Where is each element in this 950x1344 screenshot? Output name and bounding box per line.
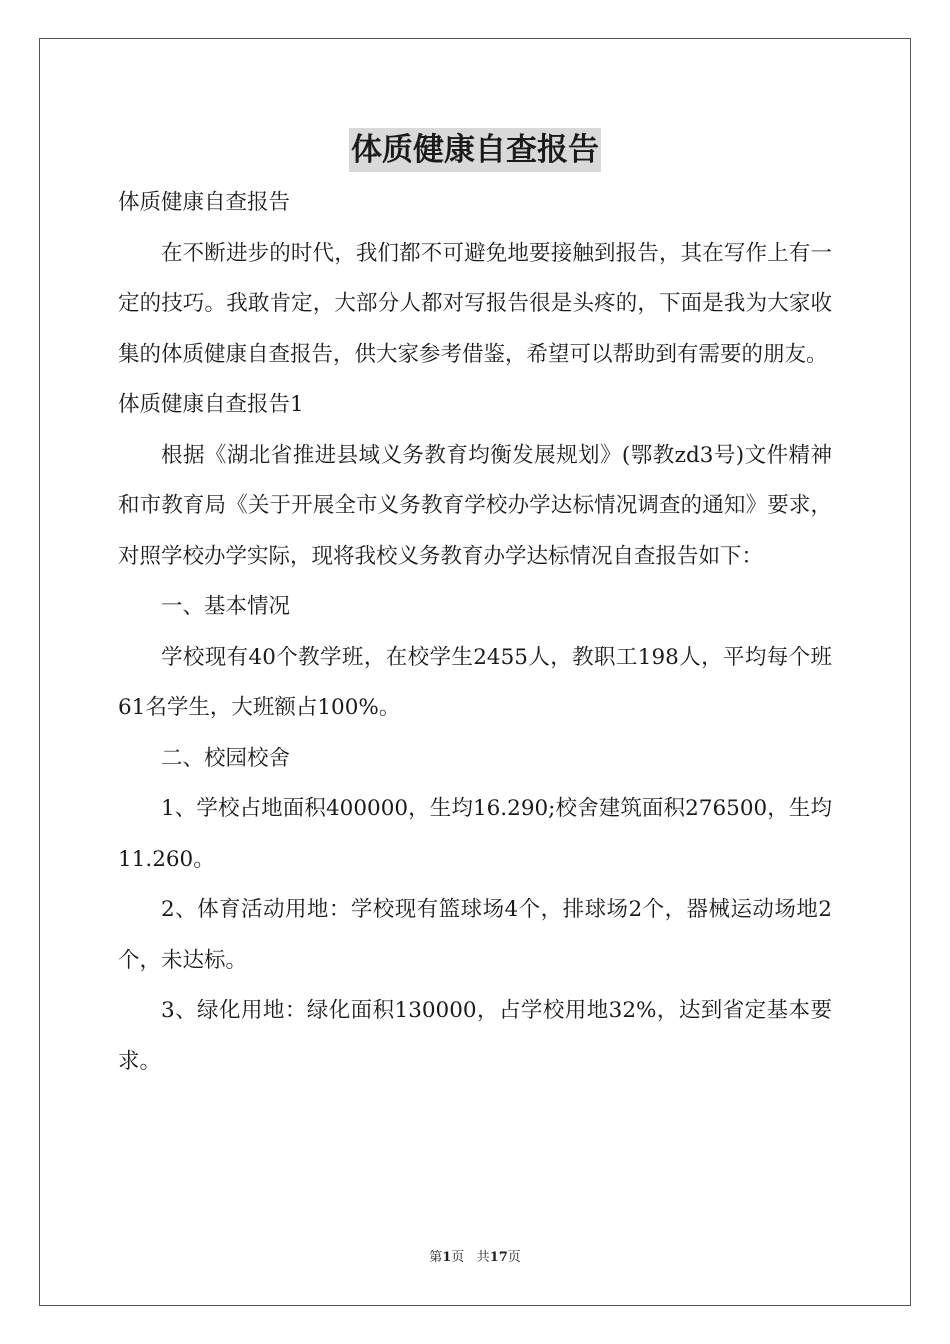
paragraph-green-area: 3、绿化用地：绿化面积130000，占学校用地32%，达到省定基本要求。 [118,998,832,1074]
paragraph-campus-area: 1、学校占地面积400000，生均16.290;校舍建筑面积276500，生均11.260。 [118,796,832,872]
section-heading-basic: 一、基本情况 [161,594,291,619]
paragraph-basis: 根据《湖北省推进县域义务教育均衡发展规划》(鄂教zd3号)文件精神和市教育局《关于开展全市义务教育学校办学达标情况调查的通知》要求，对照学校办学实际，现将我校义务教育办学达标情况自查报告如下： [118,442,832,569]
document-body [118,178,832,1087]
total-prefix: 共 [476,1250,490,1265]
page-footer [0,1246,950,1265]
page-prefix: 第 [429,1250,443,1265]
page-suffix: 页 [451,1250,465,1265]
paragraph-subtitle: 体质健康自查报告 [118,190,291,215]
paragraph-sports-area: 2、体育活动用地：学校现有篮球场4个，排球场2个，器械运动场地2个，未达标。 [118,897,832,973]
document-title-container [0,128,950,177]
paragraph-intro: 在不断进步的时代，我们都不可避免地要接触到报告，其在写作上有一定的技巧。我敢肯定，大部分人都对写报告很是头疼的，下面是我为大家收集的体质健康自查报告，供大家参考借鉴，希望可以帮助到有需要的朋友。 [118,240,832,367]
total-suffix: 页 [507,1250,521,1265]
paragraph-report-heading: 体质健康自查报告1 [118,392,304,417]
paragraph-basic-info: 学校现有40个教学班，在校学生2455人，教职工198人，平均每个班61名学生，大班额占100%。 [118,644,832,720]
document-title: 体质健康自查报告 [349,128,601,172]
total-pages: 17 [489,1250,508,1265]
section-heading-campus: 二、校园校舍 [161,745,291,771]
page-number: 1 [442,1250,452,1265]
